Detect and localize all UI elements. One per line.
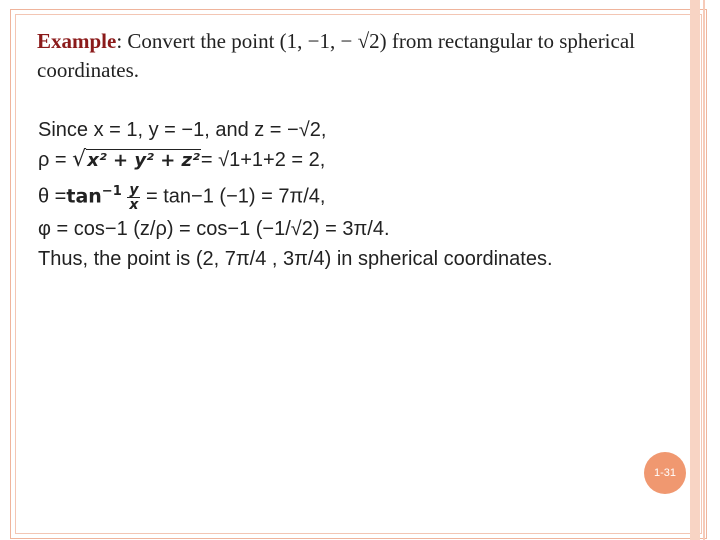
theta-denominator: x	[129, 196, 139, 213]
theta-fn: tan	[66, 185, 102, 208]
theta-fraction	[127, 183, 140, 212]
decorative-side-bar	[690, 0, 700, 540]
solution-line-rho	[38, 145, 325, 175]
rho-radicand: x² + y² + z²	[87, 150, 200, 171]
solution-line-given: Since x = 1, y = −1, and z = −√2,	[38, 119, 327, 141]
slide-title	[37, 27, 657, 85]
theta-lhs: θ =	[38, 185, 67, 208]
rho-rhs: = √1+1+2 = 2,	[200, 149, 326, 171]
decorative-side-line	[703, 0, 705, 540]
solution-conclusion: Thus, the point is (2, 7π/4 , 3π/4) in spherical coordinates.	[38, 248, 553, 270]
radical-sign: √	[72, 147, 87, 172]
theta-numerator: y	[129, 181, 139, 198]
theta-rhs: = tan−1 (−1) = 7π/4,	[140, 185, 326, 208]
slide-frame-inner	[15, 14, 702, 534]
solution-line-phi: φ = cos−1 (z/ρ) = cos−1 (−1/√2) = 3π/4.	[38, 218, 390, 240]
theta-exponent: −1	[101, 184, 122, 199]
title-text: : Convert the point (1, −1, − √2) from rectangular to spherical coordinates.	[37, 29, 635, 82]
rho-lhs: ρ =	[38, 149, 73, 171]
solution-line-theta	[38, 177, 326, 213]
title-keyword: Example	[37, 29, 117, 53]
page-number-badge: 1-31	[644, 452, 686, 494]
